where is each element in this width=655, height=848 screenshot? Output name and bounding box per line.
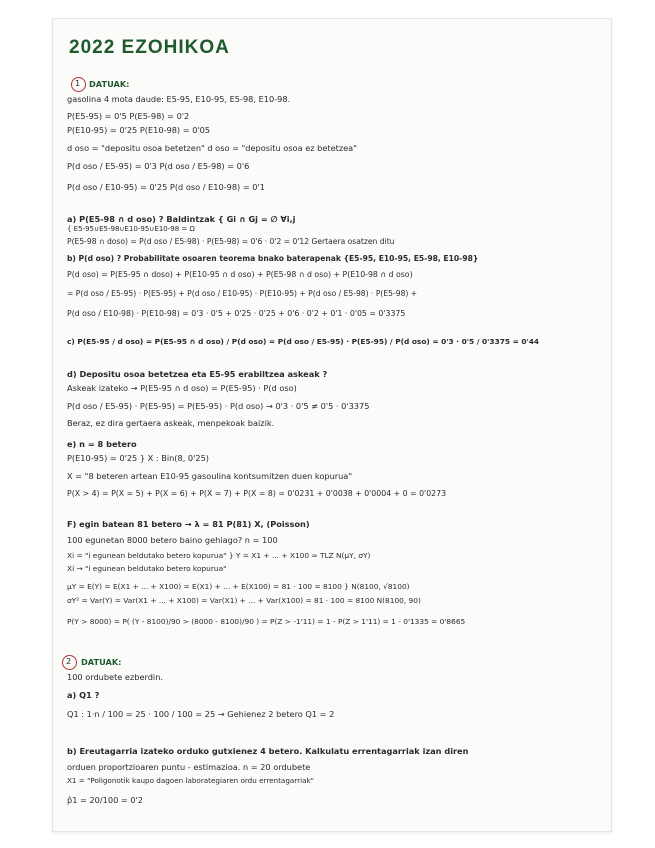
line-27: Xi → "i egunean beldutako betero kopurua"	[67, 564, 227, 573]
line-28: μY = E(Y) = E(X1 + ... + X100) = E(X1) + ... + E(X100) = 81 · 100 = 8100 } N(8100, √8100)	[67, 582, 410, 591]
line-35: b) Ereutagarria izateko orduko gutxienez 4 betero. Kalkulatu errentagarriak izan diren	[67, 746, 469, 756]
line-25: 100 egunetan 8000 betero baino gehiago? n = 100	[67, 535, 278, 545]
line-10: P(E5-98 ∩ doso) = P(d oso / E5-98) · P(E5-98) = 0'6 · 0'2 = 0'12 Gertaera osatzen ditu	[67, 237, 395, 246]
line-05: d oso = "depositu osoa betetzen" d oso = "depositu osoa ez betetzea"	[67, 143, 357, 153]
line-18: P(d oso / E5-95) · P(E5-95) = P(E5-95) · P(d oso) → 0'3 · 0'5 ≠ 0'5 · 0'3375	[67, 401, 370, 411]
line-12: P(d oso) = P(E5-95 ∩ doso) + P(E10-95 ∩ d oso) + P(E5-98 ∩ d oso) + P(E10-98 ∩ d oso)	[67, 270, 413, 279]
line-07: P(d oso / E10-95) = 0'25 P(d oso / E10-98) = 0'1	[67, 182, 265, 192]
section-1-number: 1	[75, 78, 81, 88]
line-37: X1 = "Poligonotik kaupo dagoen laborategiaren ordu errentagarriak"	[67, 776, 314, 785]
line-26: Xi = "i egunean beldutako betero kopurua" } Y = X1 + ... + X100 ≈ TLZ N(μY, σY)	[67, 551, 371, 560]
line-15: c) P(E5-95 / d oso) = P(E5-95 ∩ d oso) / P(d oso) = P(d oso / E5-95) · P(E5-95) / P(d oso) = 0'3 · 0'5 / 0'3375 = 0'44	[67, 337, 540, 346]
line-31: DATUAK:	[81, 657, 122, 667]
line-33: a) Q1 ?	[67, 690, 100, 700]
page-title: 2022 EZOHIKOA	[69, 37, 230, 58]
line-30: P(Y > 8000) = P( (Y - 8100)/90 > (8000 - 8100)/90 ) = P(Z > -1'11) = 1 - P(Z > 1'11) = 1 - 0'1335 = 0'8665	[67, 617, 466, 626]
line-09: { E5-95∪E5-98∪E10-95∪E10-98 = Ω	[67, 225, 195, 233]
line-20: e) n = 8 betero	[67, 439, 137, 449]
line-24: F) egin batean 81 betero → λ = 81 P(81) X, (Poisson)	[67, 519, 310, 529]
line-21: P(E10-95) = 0'25 } X : Bin(8, 0'25)	[67, 453, 209, 463]
line-38: p̂1 = 20/100 = 0'2	[67, 795, 144, 805]
line-13: = P(d oso / E5-95) · P(E5-95) + P(d oso / E10-95) · P(E10-95) + P(d oso / E5-98) · P(E5-98) +	[67, 289, 418, 298]
line-14: P(d oso / E10-98) · P(E10-98) = 0'3 · 0'5 + 0'25 · 0'25 + 0'6 · 0'2 + 0'1 · 0'05 = 0'3375	[67, 309, 406, 318]
line-04: P(E10-95) = 0'25 P(E10-98) = 0'05	[67, 125, 211, 135]
line-36: orduen proportzioaren puntu - estimazioa. n = 20 ordubete	[67, 762, 311, 772]
line-29: σY² = Var(Y) = Var(X1 + ... + X100) = Var(X1) + ... + Var(X100) = 81 · 100 = 8100 N(8100, 90)	[67, 596, 421, 605]
notebook-page	[52, 18, 612, 832]
section-2-number: 2	[66, 656, 72, 666]
bleed-through-text	[393, 49, 593, 60]
line-11: b) P(d oso) ? Probabilitate osoaren teorema bnako baterapenak {E5-95, E10-95, E5-98, E10-98}	[67, 254, 479, 263]
line-16: d) Depositu osoa betetzea eta E5-95 erabiltzea askeak ?	[67, 369, 328, 379]
line-17: Askeak izateko → P(E5-95 ∩ d oso) = P(E5-95) · P(d oso)	[67, 383, 297, 393]
line-32: 100 ordubete ezberdin.	[67, 672, 163, 682]
line-08: a) P(E5-98 ∩ d oso) ? Baldintzak { Gi ∩ Gj = ∅ ∀i,j	[67, 214, 296, 224]
line-06: P(d oso / E5-95) = 0'3 P(d oso / E5-98) = 0'6	[67, 161, 250, 171]
line-01: DATUAK:	[89, 79, 130, 89]
line-23: P(X > 4) = P(X = 5) + P(X = 6) + P(X = 7) + P(X = 8) = 0'0231 + 0'0038 + 0'0004 + 0 = 0'0273	[67, 489, 447, 498]
line-34: Q1 : 1·n / 100 = 25 · 100 / 100 = 25 → Gehienez 2 betero Q1 = 2	[67, 709, 335, 719]
line-19: Beraz, ez dira gertaera askeak, menpekoak baizik.	[67, 418, 275, 428]
line-22: X = "8 beteren artean E10-95 gasoulina kontsumitzen duen kopurua"	[67, 471, 353, 481]
line-02: gasolina 4 mota daude: E5-95, E10-95, E5-98, E10-98.	[67, 94, 291, 104]
line-03: P(E5-95) = 0'5 P(E5-98) = 0'2	[67, 111, 190, 121]
